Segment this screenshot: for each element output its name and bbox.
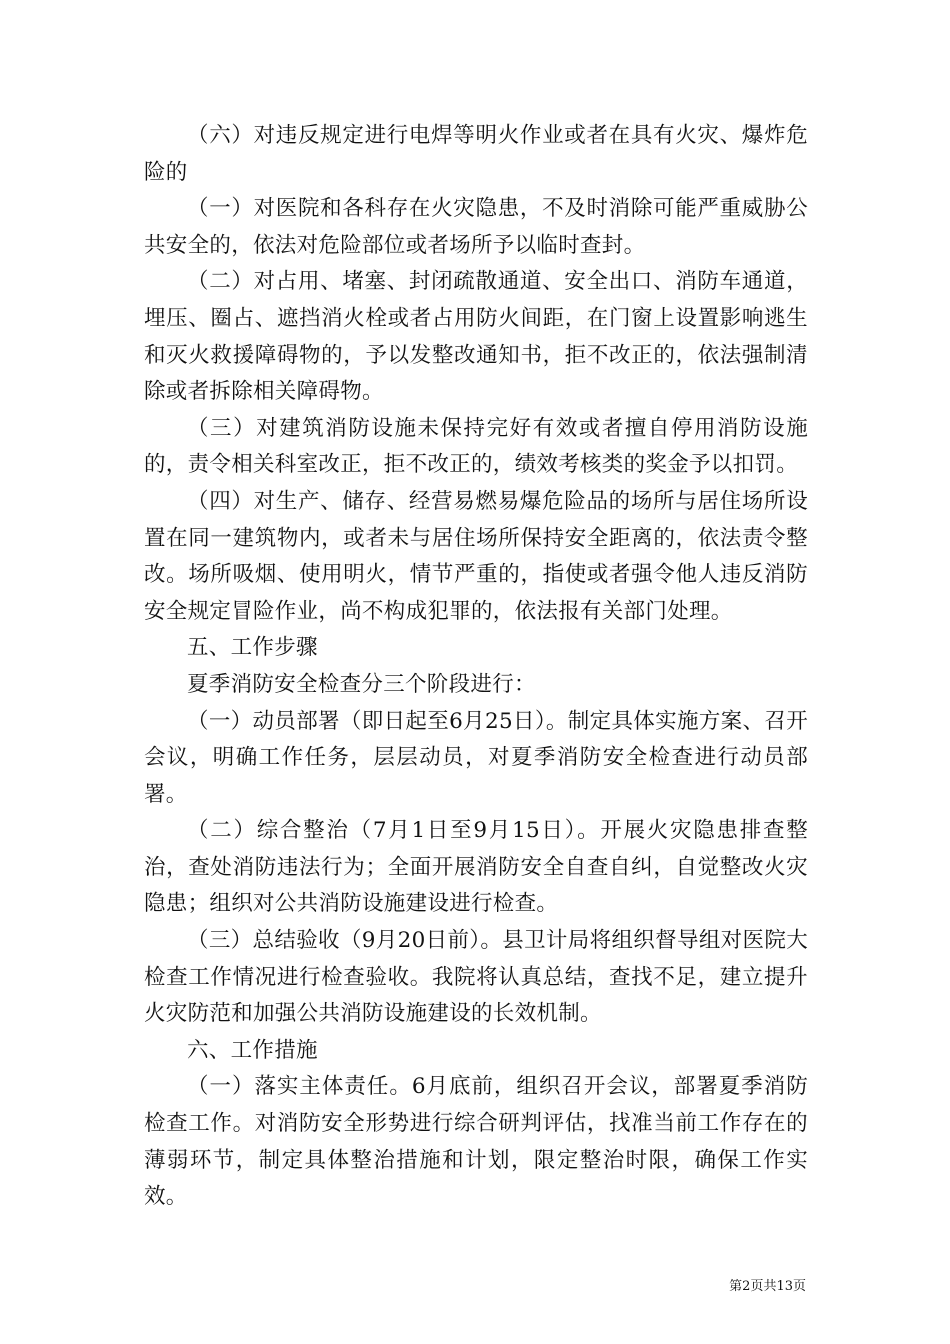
paragraph-stage-3-summary: （三）总结验收（9月20日前）。县卫计局将组织督导组对医院大检查工作情况进行检查验收。我院将认真总结，查找不足，建立提升火灾防范和加强公共消防设施建设的长效机制。 (144, 928, 808, 1027)
page-number-footer: 第2页共13页 (729, 1279, 806, 1294)
section-heading-work-steps: 五、工作步骤 (187, 635, 318, 661)
section-heading-work-measures: 六、工作措施 (187, 1037, 318, 1063)
paragraph-item-6-violation: （六）对违反规定进行电焊等明火作业或者在具有火灾、爆炸危险的 (144, 123, 808, 185)
paragraph-item-3-facilities: （三）对建筑消防设施未保持完好有效或者擅自停用消防设施的，责令相关科室改正，拒不改正的，绩效考核类的奖金予以扣罚。 (144, 415, 808, 478)
paragraph-item-4-hazardous: （四）对生产、储存、经营易燃易爆危险品的场所与居住场所设置在同一建筑物内，或者未与居住场所保持安全距离的，依法责令整改。场所吸烟、使用明火，情节严重的，指使或者强令他人违反消防安全规定冒险作业，尚不构成犯罪的，依法报有关部门处理。 (144, 488, 808, 624)
paragraph-item-2-obstruction: （二）对占用、堵塞、封闭疏散通道、安全出口、消防车通道，埋压、圈占、遮挡消火栓或者占用防火间距，在门窗上设置影响逃生和灭火救援障碍物的，予以发整改通知书，拒不改正的，依法强制清除或者拆除相关障碍物。 (144, 269, 808, 405)
paragraph-stages-intro: 夏季消防安全检查分三个阶段进行： (187, 671, 536, 697)
paragraph-stage-2-rectify: （二）综合整治（7月1日至9月15日）。开展火灾隐患排查整治，查处消防违法行为；全面开展消防安全自查自纠，自觉整改火灾隐患；组织对公共消防设施建设进行检查。 (144, 818, 808, 917)
paragraph-stage-1-mobilize: （一）动员部署（即日起至6月25日）。制定具体实施方案、召开会议，明确工作任务，层层动员，对夏季消防安全检查进行动员部署。 (144, 708, 808, 807)
document-body (144, 118, 808, 1216)
paragraph-item-1-seal: （一）对医院和各科存在火灾隐患，不及时消除可能严重威胁公共安全的，依法对危险部位或者场所予以临时查封。 (144, 196, 808, 258)
paragraph-measure-1-responsibility: （一）落实主体责任。6月底前，组织召开会议，部署夏季消防检查工作。对消防安全形势进行综合研判评估，找准当前工作存在的薄弱环节，制定具体整治措施和计划，限定整治时限，确保工作实效。 (144, 1074, 808, 1210)
